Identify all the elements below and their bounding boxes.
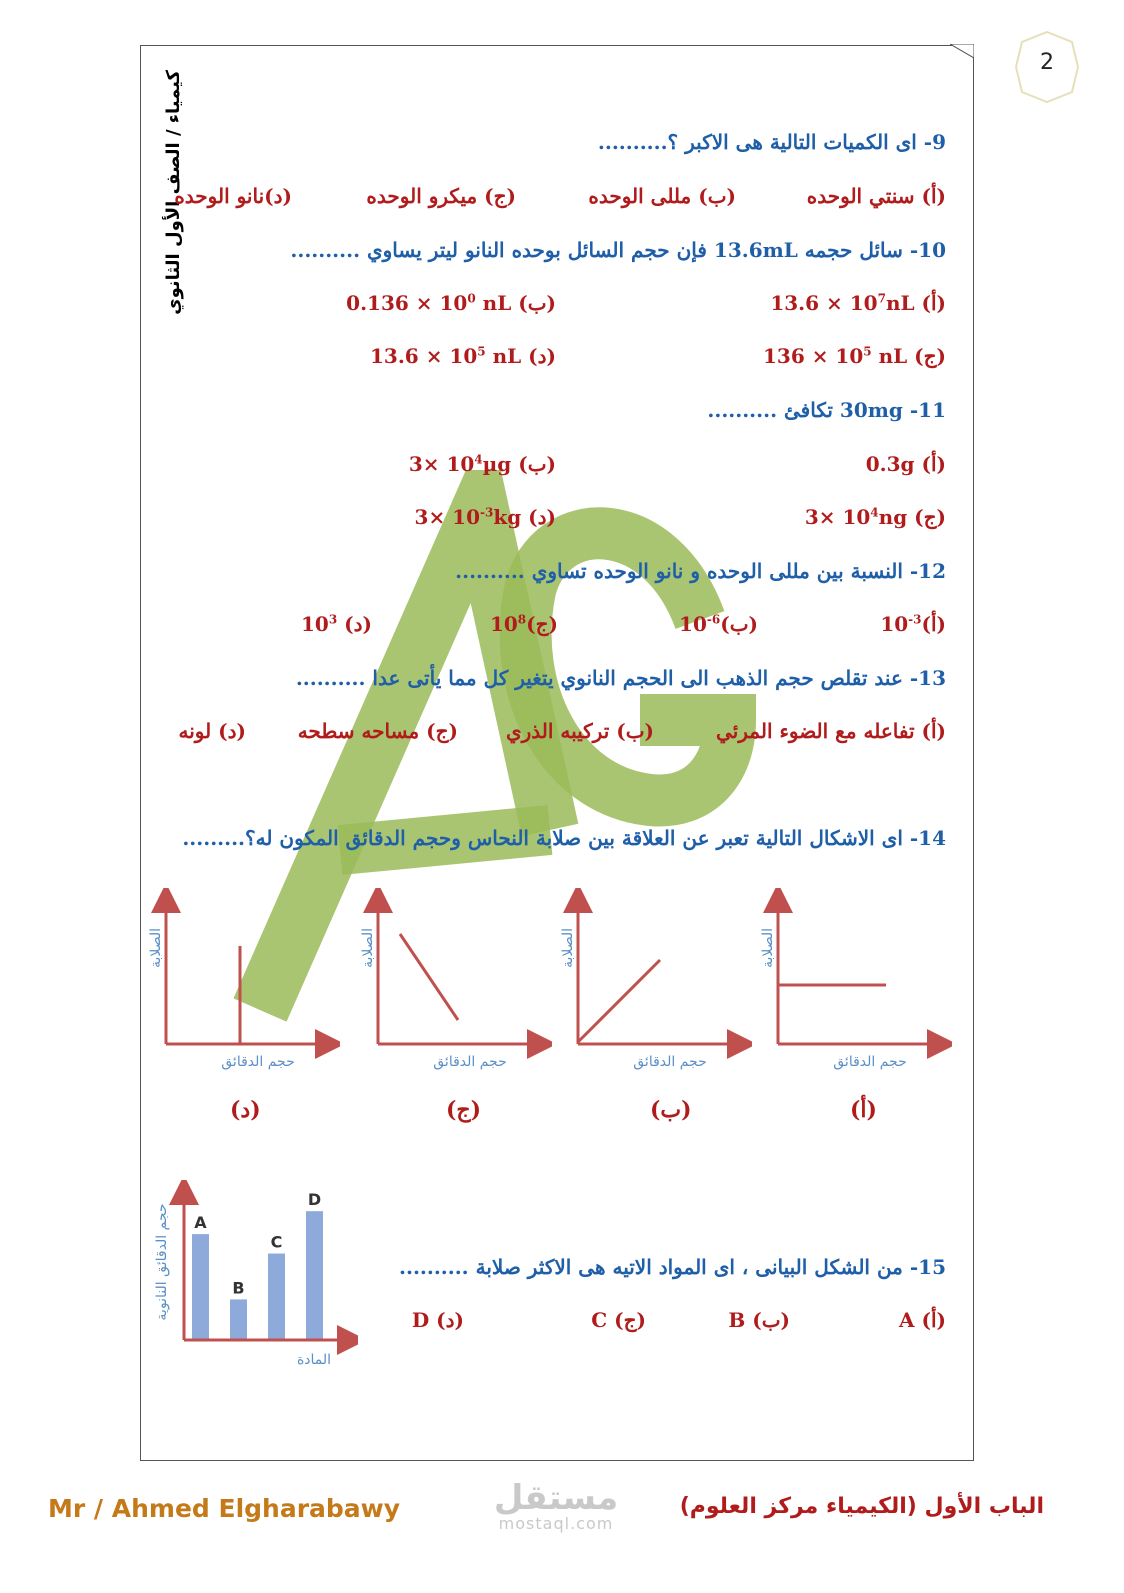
q9-option-b: (ب) مللى الوحده: [588, 184, 736, 208]
bar-label-B: B: [232, 1278, 245, 1298]
q11-option-b: (ب) $3\times 10^4\mu g$: [408, 452, 556, 476]
bar-D: [306, 1211, 323, 1340]
q10-option-c: (ج) $136 \times 10^5$ nL: [762, 344, 946, 368]
q13-option-d: (د) لونه: [178, 719, 246, 743]
q15-option-c: (ج) C: [591, 1308, 646, 1332]
q13-option-c: (ج) مساحه سطحه: [297, 719, 458, 743]
q14-a-y-axis-label: الصلابة: [760, 927, 776, 969]
bar-label-D: D: [307, 1190, 322, 1210]
q12-option-a: $(أ)10^{-3}$: [880, 612, 946, 636]
side-title: كيمياء / الصف الأول الثانوي: [163, 70, 184, 315]
q14-b-y-axis-label: الصلابة: [560, 927, 576, 969]
question-11: 11- 30mg تكافئ ..........: [707, 398, 946, 422]
q12-option-c: $(ج)10^8$: [489, 612, 558, 636]
bar-C: [268, 1254, 285, 1340]
q14-c-y-axis-label: الصلابة: [360, 927, 376, 969]
q15-y-axis-label: حجم الدقائق النانوية: [154, 1203, 170, 1321]
q14-c-x-axis-label: حجم الدقائق: [433, 1054, 507, 1070]
q11-option-c: (ج) $3\times 10^4ng$: [804, 505, 946, 529]
question-13: 13- عند تقلص حجم الذهب الى الحجم النانوي يتغير كل مما يأتى عدا ..........: [295, 666, 946, 690]
question-10: 10- سائل حجمه 13.6mL فإن حجم السائل بوحده النانو ليتر يساوي ..........: [290, 238, 946, 262]
q12-option-b: $(ب)10^{-6}$: [679, 612, 758, 636]
q9-option-a: (أ) سنتي الوحده: [806, 184, 946, 208]
q14-d-x-axis-label: حجم الدقائق: [221, 1054, 295, 1070]
q13-option-a: (أ) تفاعله مع الضوء المرئي: [716, 719, 946, 743]
bar-label-A: A: [194, 1213, 207, 1233]
q14-a-x-axis-label: حجم الدقائق: [833, 1054, 907, 1070]
q10-option-d: (د) $13.6 \times 10^5$ nL: [370, 344, 556, 368]
question-15: 15- من الشكل البيانى ، اى المواد الاتيه هى الاكثر صلابة ..........: [399, 1255, 946, 1279]
q12-option-d: (د) $10^3$: [300, 612, 372, 636]
q9-option-d: (د)نانو الوحده: [174, 184, 292, 208]
question-14: 14- اى الاشكال التالية تعبر عن العلاقة بين صلابة النحاس وحجم الدقائق المكون له؟.........: [182, 826, 946, 850]
q13-option-b: (ب) تركيبه الذري: [505, 719, 654, 743]
q15-option-d: (د) D: [411, 1308, 464, 1332]
mostaql-watermark: [486, 1478, 626, 1533]
q14-graph-c: [352, 888, 552, 1078]
q14-label-b: (ب): [650, 1097, 692, 1123]
mostaql-watermark-en: mostaql.com: [498, 1514, 614, 1533]
q14-graph-d: [140, 888, 340, 1078]
q14-label-d: (د): [230, 1097, 261, 1123]
mostaql-watermark-ar: مستقل: [493, 1478, 619, 1518]
question-12: 12- النسبة بين مللى الوحده و نانو الوحده تساوي ..........: [455, 559, 946, 583]
q10-option-b: (ب) $0.136 \times 10^0$ nL: [346, 291, 556, 315]
page-number: 2: [1040, 50, 1054, 75]
bar-A: [192, 1234, 209, 1340]
q15-option-a: (أ) A: [899, 1308, 946, 1332]
page-fold-corner: [950, 44, 974, 58]
q14-graph-b: [552, 888, 752, 1078]
q10-option-a: (أ) $13.6 \times 10^7nL$: [770, 291, 946, 315]
q15-option-b: (ب) B: [728, 1308, 790, 1332]
q15-bar-chart: [148, 1180, 358, 1380]
q14-graph-a: [752, 888, 952, 1078]
q9-option-c: (ج) ميكرو الوحده: [366, 184, 516, 208]
q11-option-a: (أ) 0.3g: [865, 452, 946, 476]
q14-d-y-axis-label: الصلابة: [148, 927, 164, 969]
q14-label-a: (أ): [850, 1097, 877, 1123]
footer-author: Mr / Ahmed Elgharabawy: [48, 1494, 401, 1523]
q15-x-axis-label: المادة: [296, 1352, 332, 1368]
q11-option-d: (د) $3\times 10^{-3}kg$: [414, 505, 556, 529]
q14-b-x-axis-label: حجم الدقائق: [633, 1054, 707, 1070]
q14-label-c: (ج): [446, 1097, 482, 1123]
question-9: 9- اى الكميات التالية هى الاكبر ؟..........: [597, 130, 946, 154]
bar-label-C: C: [270, 1232, 283, 1252]
bar-B: [230, 1299, 247, 1340]
footer-chapter: الباب الأول (الكيمياء مركز العلوم): [679, 1494, 1044, 1519]
